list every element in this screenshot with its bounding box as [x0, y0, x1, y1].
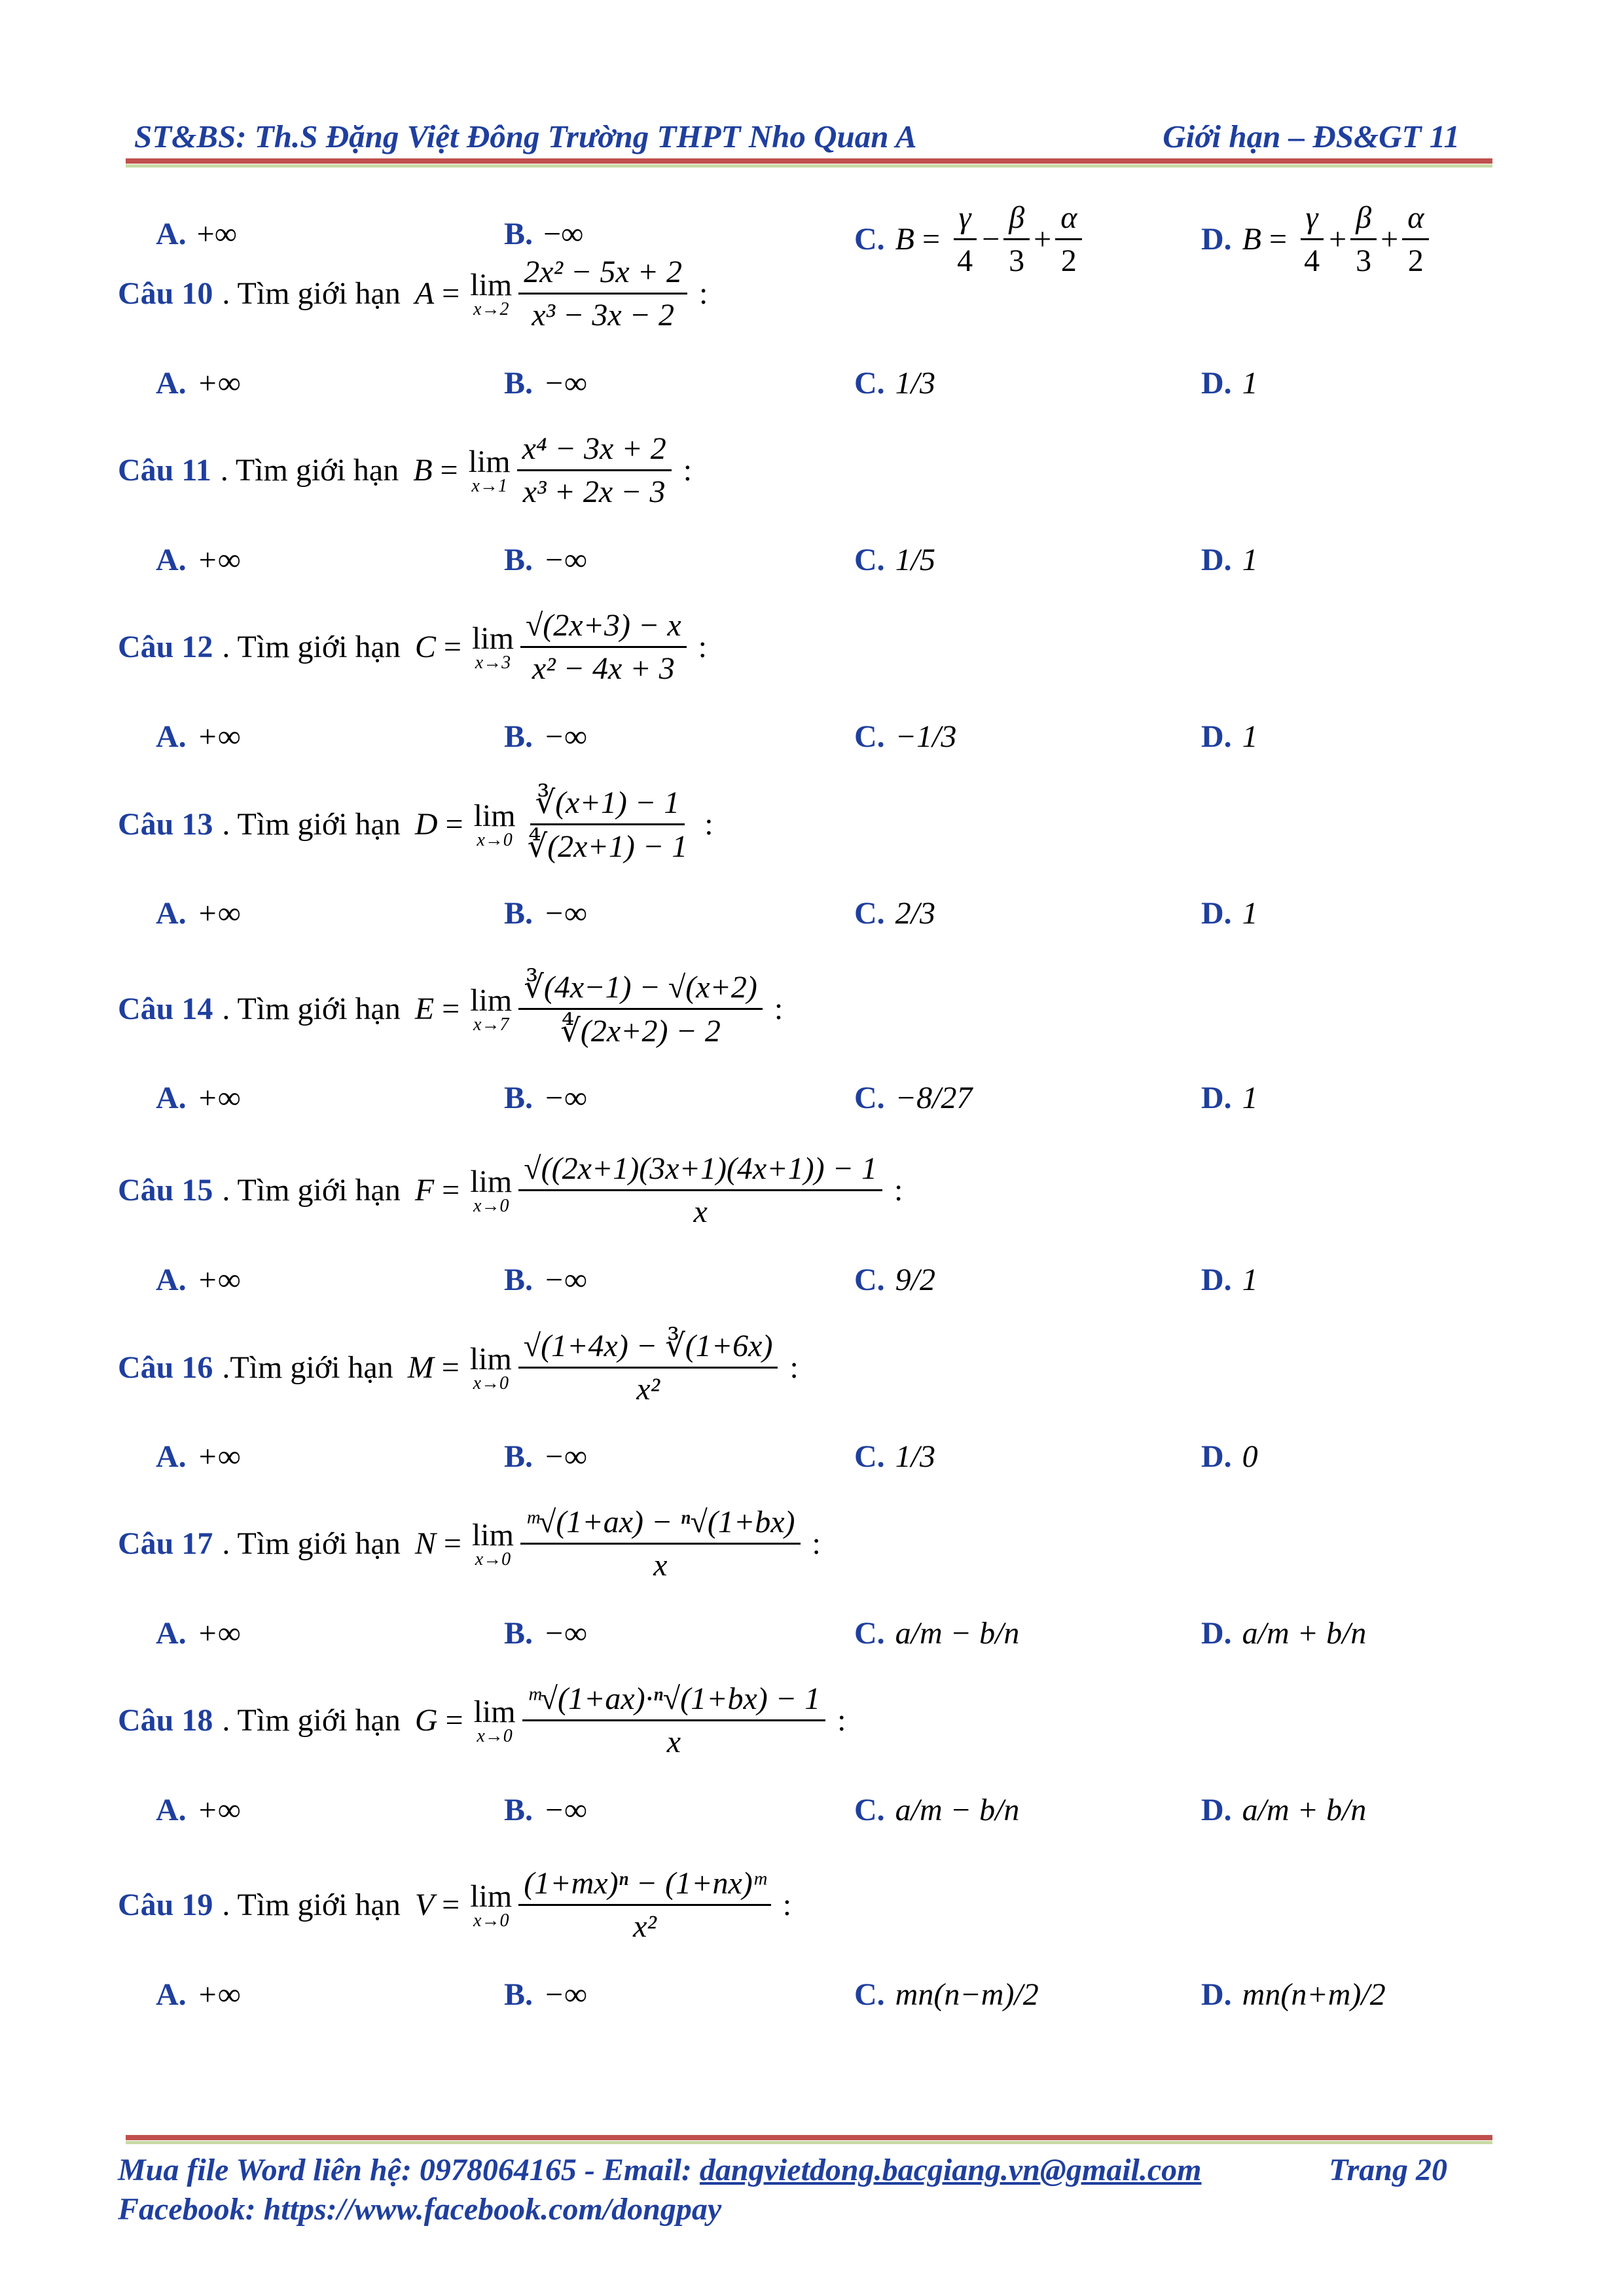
limit-expression: M = lim x→0 $\frac{√(1+4x) - ∛(1+6x)}{\text{x²}}$ :: [407, 1329, 799, 1407]
lim-subscript: x→7: [473, 1014, 509, 1035]
limit-expression: D = lim x→0 $\frac{∛(x+1) - 1}{∜(2x+1) - 1}$ :: [414, 785, 713, 864]
limit-variable: G: [414, 1703, 438, 1738]
option-text: +∞: [196, 1263, 241, 1297]
option-c: C. B = $\frac{\gamma}{4}$ − $\frac{\beta}{3}$ + $\frac{\alpha}{2}$: [854, 200, 1086, 279]
option-text: 2/3: [895, 896, 936, 931]
fraction-denominator: x³ − 3x − 2: [532, 298, 675, 332]
option-b: B. −∞: [504, 719, 587, 754]
question-label: Câu 16: [118, 1350, 213, 1385]
option-text: −∞: [543, 1793, 587, 1827]
limit-expression: E = lim x→7 $\frac{∛(4x-1) - √(x+2)}{∜(2x+2) - 2}$ :: [414, 970, 784, 1049]
lim-operator: lim x→7: [470, 983, 513, 1035]
fraction-numerator: x⁴ − 3x + 2: [517, 431, 672, 471]
lim-operator: lim x→0: [473, 798, 516, 850]
fraction-numerator: 2x² − 5x + 2: [518, 254, 687, 295]
lim-operator: lim x→0: [470, 1879, 513, 1931]
option-text: −∞: [543, 896, 587, 931]
lim-subscript: x→0: [473, 1372, 509, 1393]
option-text: 9/2: [895, 1263, 936, 1297]
question: [118, 1681, 846, 1760]
option-b: B. −∞: [504, 1263, 587, 1297]
option-d: D. 1: [1201, 1081, 1258, 1115]
question: [118, 607, 707, 687]
option-a: A. +∞: [156, 1263, 241, 1297]
option-c: C. −8/27: [854, 1081, 973, 1115]
option-a: A. +∞: [156, 543, 241, 577]
page-number: Trang 20: [1329, 2153, 1447, 2187]
fraction-numerator: (1+mx)ⁿ − (1+nx)ᵐ: [518, 1865, 771, 1906]
lim-subscript: x→0: [477, 1726, 513, 1746]
fraction-denominator: x² − 4x + 3: [532, 651, 675, 686]
option-b: B. −∞: [504, 1977, 587, 2012]
question-text: . Tìm giới hạn: [222, 1173, 401, 1208]
question: [118, 969, 783, 1049]
option-text: +∞: [196, 217, 237, 251]
option-d: D. B = $\frac{\gamma}{4}$ + $\frac{\beta}{3}$ + $\frac{\alpha}{2}$: [1201, 200, 1433, 279]
option-b: B. −∞: [504, 1616, 587, 1651]
header-left: ST&BS: Th.S Đặng Việt Đông Trường THPT Nho Quan A: [134, 118, 917, 154]
option-text: +∞: [196, 1616, 241, 1651]
option-text: mn(n−m)/2: [895, 1977, 1039, 2012]
limit-fraction: [520, 1504, 801, 1583]
fraction-denominator: x: [666, 1725, 681, 1759]
fraction-numerator: √(1+4x) − ∛(1+6x): [518, 1327, 778, 1369]
limit-fraction: [520, 607, 687, 687]
limit-expression: N = lim x→0 $\frac{\text{ᵐ√(1+ax) − ⁿ√(1+bx)}}{x}$ :: [414, 1505, 821, 1583]
lim-operator: lim x→0: [471, 1518, 514, 1570]
limit-expression: B = lim x→1 $\frac{\text{x⁴ − 3x + 2}}{\text{x³ + 2x − 3}}$ :: [413, 431, 693, 509]
lim-subscript: x→0: [475, 1549, 511, 1570]
fraction-denominator: ∜(2x+1) − 1: [527, 829, 688, 864]
limit-variable: A: [414, 276, 435, 311]
option-text: +∞: [196, 1439, 241, 1474]
option-c: C. 9/2: [854, 1263, 936, 1297]
footer-contact: Mua file Word liên hệ: 0978064165 - Email:: [118, 2153, 700, 2187]
option-text: 1/3: [895, 366, 936, 401]
limit-fraction: [518, 969, 763, 1049]
option-b: B. −∞: [504, 543, 587, 577]
option-text: 1: [1242, 896, 1258, 931]
limit-fraction: [522, 1681, 826, 1760]
limit-fraction: [518, 1327, 778, 1407]
option-text: −∞: [543, 366, 587, 401]
option-a: A. +∞: [156, 896, 241, 931]
option-text: 1: [1242, 543, 1258, 577]
limit-expression: G = lim x→0 $\frac{\text{ᵐ√(1+ax)·ⁿ√(1+bx) − 1}}{x}$ :: [414, 1681, 846, 1759]
option-c: C. mn(n−m)/2: [854, 1977, 1039, 2012]
limit-expression: A = lim x→2 $\frac{\text{2x² − 5x + 2}}{\text{x³ − 3x − 2}}$ :: [414, 255, 708, 332]
option-text: a/m + b/n: [1242, 1793, 1367, 1827]
option-text: −∞: [543, 719, 587, 754]
option-d: D. a/m + b/n: [1201, 1793, 1367, 1827]
question-label: Câu 12: [118, 630, 213, 664]
limit-expression: V = lim x→0 $\frac{\text{(1+mx)ⁿ − (1+nx)ᵐ}}{\text{x²}}$ :: [414, 1866, 792, 1944]
question-label: Câu 11: [118, 453, 211, 488]
fraction-numerator: ᵐ√(1+ax) − ⁿ√(1+bx): [520, 1504, 801, 1545]
option-text: +∞: [196, 719, 241, 754]
option-d: D. 1: [1201, 719, 1258, 754]
fraction-denominator: ∜(2x+2) − 2: [560, 1014, 721, 1049]
lim-operator: lim x→3: [471, 621, 514, 673]
limit-variable: F: [414, 1173, 435, 1208]
limit-variable: D: [414, 807, 438, 842]
option-text: 1: [1242, 719, 1258, 754]
option-text: 1: [1242, 1263, 1258, 1297]
question-text: . Tìm giới hạn: [222, 992, 401, 1026]
question-text: . Tìm giới hạn: [222, 1526, 401, 1561]
option-a: A. +∞: [156, 1977, 241, 2012]
option-d: D. mn(n+m)/2: [1201, 1977, 1386, 2012]
option-text: a/m + b/n: [1242, 1616, 1367, 1651]
lim-operator: lim x→0: [473, 1695, 516, 1746]
question: [118, 1151, 903, 1230]
option-b: B. −∞: [504, 896, 587, 931]
limit-variable: M: [407, 1350, 434, 1385]
limit-variable: V: [414, 1888, 435, 1922]
question: [118, 254, 708, 333]
option-d: D. 1: [1201, 896, 1258, 931]
limit-fraction: [518, 1151, 882, 1230]
option-d: D. 1: [1201, 543, 1258, 577]
fraction-denominator: x²: [636, 1372, 660, 1407]
footer-rule-shadow: [126, 2141, 1492, 2144]
option-text: 1/5: [895, 543, 936, 577]
question-label: Câu 10: [118, 276, 213, 311]
footer-email-link[interactable]: dangvietdong.bacgiang.vn@gmail.com: [699, 2153, 1202, 2187]
option-b: B. −∞: [504, 1439, 587, 1474]
lim-operator: lim x→0: [470, 1164, 513, 1216]
limit-expression: C = lim x→3 $\frac{√(2x+3) - x}{\text{x² − 4x + 3}}$ :: [414, 608, 707, 686]
lim-subscript: x→1: [471, 476, 507, 496]
limit-variable: E: [414, 992, 435, 1026]
fraction-numerator: ∛(4x−1) − √(x+2): [518, 969, 763, 1010]
question-label: Câu 14: [118, 992, 213, 1026]
question: [118, 1327, 799, 1407]
option-a: A. +∞: [156, 1793, 241, 1827]
option-text: −1/3: [895, 719, 957, 754]
option-text: a/m − b/n: [895, 1616, 1020, 1651]
question-text: .Tìm giới hạn: [222, 1350, 393, 1385]
fraction-numerator: √(2x+3) − x: [520, 607, 687, 648]
lim-subscript: x→0: [477, 830, 513, 850]
option-c: C. −1/3: [854, 719, 957, 754]
option-c: C. 1/5: [854, 543, 936, 577]
option-text: 1/3: [895, 1439, 936, 1474]
option-c: C. 2/3: [854, 896, 936, 931]
option-text: 1: [1242, 1081, 1258, 1115]
option-text: −∞: [543, 1081, 587, 1115]
fraction-numerator: ᵐ√(1+ax)·ⁿ√(1+bx) − 1: [522, 1681, 826, 1721]
header-rule-shadow: [126, 164, 1492, 168]
option-text: −∞: [543, 1439, 587, 1474]
option-b: B. −∞: [504, 1081, 587, 1115]
option-text: −∞: [543, 1616, 587, 1651]
question-label: Câu 17: [118, 1526, 213, 1561]
limit-fraction: [518, 1865, 771, 1945]
option-a: A. +∞: [156, 719, 241, 754]
lim-operator: lim x→2: [470, 268, 513, 319]
limit-variable: B: [413, 453, 433, 488]
footer-rule: [126, 2135, 1492, 2140]
option-text: +∞: [196, 543, 241, 577]
lim-operator: lim x→0: [469, 1341, 512, 1393]
question-text: . Tìm giới hạn: [222, 807, 401, 842]
option-text: +∞: [196, 366, 241, 401]
option-text: −8/27: [895, 1081, 973, 1115]
fraction-denominator: x: [653, 1548, 668, 1583]
question-label: Câu 18: [118, 1703, 213, 1738]
page-header: [134, 110, 1460, 156]
option-text: 1: [1242, 366, 1258, 401]
option-text: +∞: [196, 1081, 241, 1115]
lim-subscript: x→0: [473, 1910, 509, 1931]
limit-fraction: [517, 431, 672, 510]
question-text: . Tìm giới hạn: [222, 630, 401, 664]
fraction-numerator: √((2x+1)(3x+1)(4x+1)) − 1: [518, 1151, 882, 1191]
footer-line-1: [118, 2152, 1202, 2188]
option-text: −∞: [543, 217, 584, 251]
option-text: mn(n+m)/2: [1242, 1977, 1386, 2012]
question: [118, 1865, 791, 1945]
option-text: +∞: [196, 1793, 241, 1827]
option-text: a/m − b/n: [895, 1793, 1020, 1827]
option-d: D. 1: [1201, 366, 1258, 401]
limit-variable: N: [414, 1526, 436, 1561]
lim-operator: lim x→1: [468, 444, 511, 496]
fraction-denominator: x: [693, 1194, 708, 1229]
option-d: D. a/m + b/n: [1201, 1616, 1367, 1651]
option-a: A. +∞: [156, 217, 237, 251]
header-rule: [126, 158, 1492, 164]
option-text: 0: [1242, 1439, 1258, 1474]
option-b: B. −∞: [504, 366, 587, 401]
limit-fraction: [522, 784, 693, 865]
question: [118, 1504, 821, 1583]
lim-subscript: x→2: [473, 299, 509, 319]
option-c: C. a/m − b/n: [854, 1793, 1020, 1827]
option-b: B. −∞: [504, 1793, 587, 1827]
option-text: −∞: [543, 1263, 587, 1297]
question-label: Câu 15: [118, 1173, 213, 1208]
option-d: D. 1: [1201, 1263, 1258, 1297]
question-text: . Tìm giới hạn: [222, 276, 401, 311]
lim-subscript: x→3: [475, 653, 511, 673]
header-right: Giới hạn – ĐS&GT 11: [1163, 118, 1460, 154]
limit-expression: F = lim x→0 $\frac{√((2x+1)(3x+1)(4x+1)) - 1}{x}$ :: [414, 1151, 903, 1229]
question-label: Câu 13: [118, 807, 213, 842]
question-text: . Tìm giới hạn: [220, 453, 399, 488]
option-a: A. +∞: [156, 366, 241, 401]
option-c: C. a/m − b/n: [854, 1616, 1020, 1651]
option-a: A. +∞: [156, 1081, 241, 1115]
option-text: −∞: [543, 1977, 587, 2012]
footer-facebook: Facebook: https://www.facebook.com/dongpay: [118, 2192, 722, 2227]
option-text: +∞: [196, 1977, 241, 2012]
fraction-denominator: x³ + 2x − 3: [522, 475, 666, 509]
option-a: A. +∞: [156, 1439, 241, 1474]
fraction-denominator: x²: [633, 1909, 657, 1944]
option-text: +∞: [196, 896, 241, 931]
lim-subscript: x→0: [473, 1196, 509, 1216]
option-text: −∞: [543, 543, 587, 577]
option-c: C. 1/3: [854, 1439, 936, 1474]
question-label: Câu 19: [118, 1888, 213, 1922]
limit-variable: C: [414, 630, 436, 664]
limit-fraction: [518, 254, 687, 333]
question: [118, 431, 692, 510]
option-c: C. 1/3: [854, 366, 936, 401]
question: [118, 784, 713, 865]
question-text: . Tìm giới hạn: [222, 1888, 401, 1922]
option-d: D. 0: [1201, 1439, 1258, 1474]
question-text: . Tìm giới hạn: [222, 1703, 401, 1738]
option-b: B. −∞: [504, 217, 584, 251]
fraction-numerator: ∛(x+1) − 1: [530, 784, 685, 825]
option-a: A. +∞: [156, 1616, 241, 1651]
